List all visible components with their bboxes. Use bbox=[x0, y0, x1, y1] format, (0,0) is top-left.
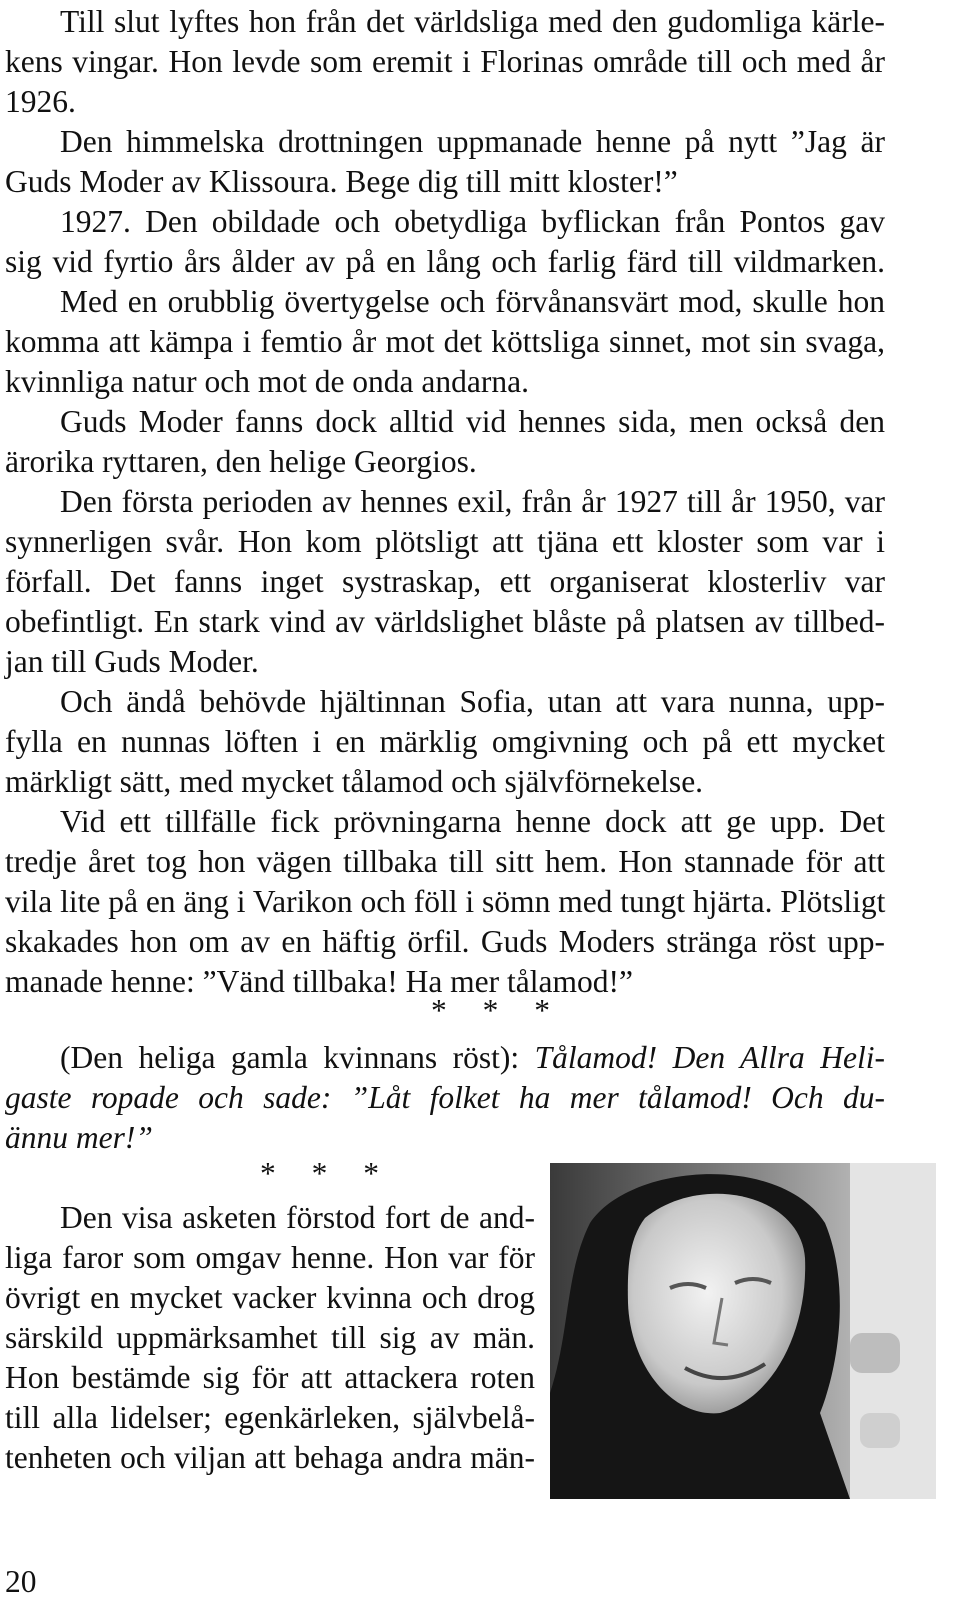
text-line: Med en orubblig övertygelse och förvånansvärt mod, skulle hon bbox=[60, 284, 885, 319]
text-line: till alla lidelser; egenkärleken, självbelå- bbox=[5, 1400, 535, 1435]
text-line: skakades hon om av en häftig örfil. Guds Moders stränga röst upp- bbox=[5, 924, 885, 959]
text-line: Guds Moder av Klissoura. Bege dig till mitt kloster!” bbox=[5, 164, 678, 199]
text-line: sig vid fyrtio års ålder av på en lång och farlig färd till vildmarken. bbox=[5, 244, 885, 279]
text-line: tredje året tog hon vägen tillbaka till sitt hem. Hon stannade för att bbox=[5, 844, 885, 879]
section-divider: * * * bbox=[260, 1156, 393, 1191]
quote-text: Tålamod! Den Allra Heli- bbox=[534, 1040, 885, 1075]
text-line: kens vingar. Hon levde som eremit i Florinas område till och med år bbox=[5, 44, 885, 79]
text-line: Den himmelska drottningen uppmanade henne på nytt ”Jag är bbox=[60, 124, 885, 159]
text-line: ärorika ryttaren, den helige Georgios. bbox=[5, 444, 477, 479]
text-line: fylla en nunnas löften i en märklig omgivning och på ett mycket bbox=[5, 724, 885, 759]
text-line: komma att kämpa i femtio år mot det köttsliga sinnet, mot sin svaga, bbox=[5, 324, 885, 359]
text-line: tenheten och viljan att behaga andra män- bbox=[5, 1440, 535, 1475]
text-line: särskild uppmärksamhet till sig av män. bbox=[5, 1320, 535, 1355]
text-line: jan till Guds Moder. bbox=[5, 644, 259, 679]
quote-line bbox=[5, 1038, 885, 1078]
text-line: Till slut lyftes hon från det världsliga med den gudomliga kärle- bbox=[60, 4, 885, 39]
section-divider: * * * bbox=[431, 993, 564, 1028]
text-line: Den visa asketen förstod fort de and- bbox=[60, 1200, 535, 1235]
text-line: Och ändå behövde hjältinnan Sofia, utan att vara nunna, upp- bbox=[60, 684, 885, 719]
quote-line: gaste ropade och sade: ”Låt folket ha mer tålamod! Och du- bbox=[5, 1080, 885, 1115]
quote-intro: (Den heliga gamla kvinnans röst): bbox=[60, 1040, 535, 1075]
text-line: Guds Moder fanns dock alltid vid hennes sida, men också den bbox=[60, 404, 885, 439]
text-line: Vid ett tillfälle fick prövningarna henne dock att ge upp. Det bbox=[60, 804, 885, 839]
text-line: förfall. Det fanns inget systraskap, ett organiserat klosterliv var bbox=[5, 564, 885, 599]
portrait-photo bbox=[550, 1163, 936, 1499]
text-line: 1927. Den obildade och obetydliga byflickan från Pontos gav bbox=[60, 204, 885, 239]
text-line: märkligt sätt, med mycket tålamod och självförnekelse. bbox=[5, 764, 704, 799]
text-line: synnerligen svår. Hon kom plötsligt att tjäna ett kloster som var i bbox=[5, 524, 885, 559]
quote-line: ännu mer!” bbox=[5, 1120, 153, 1155]
text-line: kvinnliga natur och mot de onda andarna. bbox=[5, 364, 529, 399]
text-line: Hon bestämde sig för att attackera roten bbox=[5, 1360, 535, 1395]
page-number: 20 bbox=[5, 1564, 37, 1599]
text-line: Den första perioden av hennes exil, från år 1927 till år 1950, var bbox=[60, 484, 885, 519]
text-line: manade henne: ”Vänd tillbaka! Ha mer tålamod!” bbox=[5, 964, 633, 999]
text-line: övrigt en mycket vacker kvinna och drog bbox=[5, 1280, 535, 1315]
text-line: 1926. bbox=[5, 84, 76, 119]
text-line: liga faror som omgav henne. Hon var för bbox=[5, 1240, 535, 1275]
text-line: vila lite på en äng i Varikon och föll i sömn med tungt hjärta. Plötsligt bbox=[5, 884, 886, 919]
text-line: obefintligt. En stark vind av världslighet blåste på platsen av tillbed- bbox=[5, 604, 885, 639]
